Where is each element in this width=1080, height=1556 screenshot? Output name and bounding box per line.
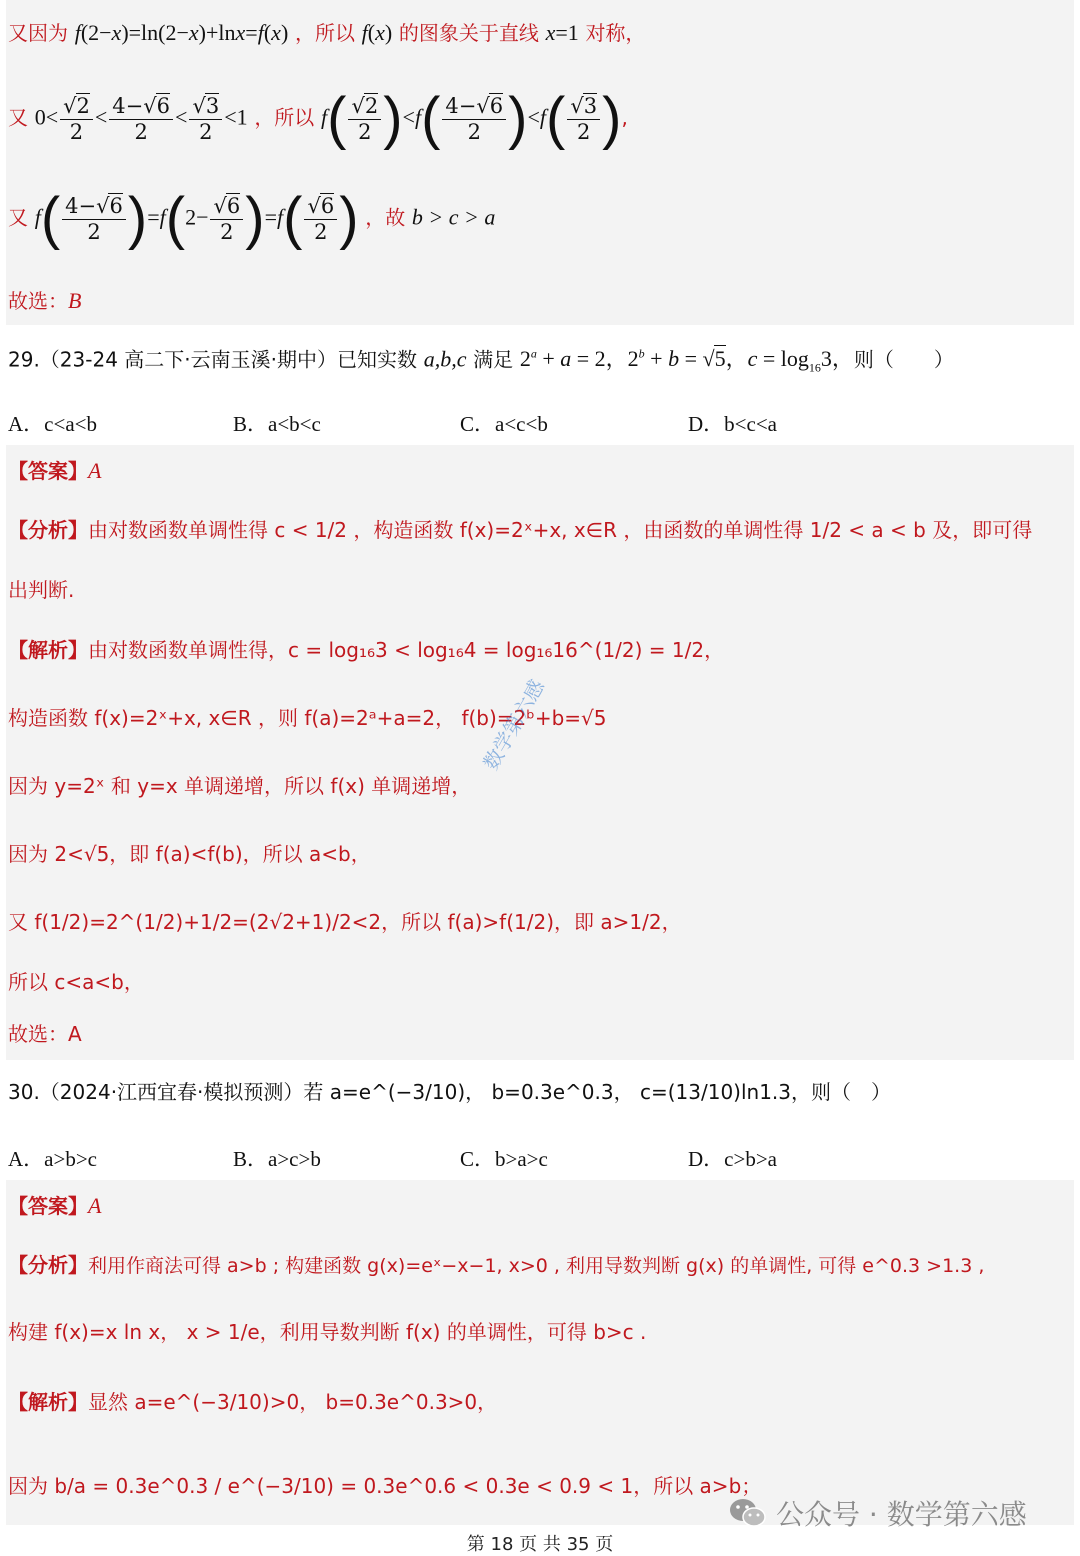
solution-29-line6: 所以 c<a<b， <box>8 970 144 994</box>
solution-block-q28 <box>6 0 1074 325</box>
solution-29-line3: 因为 y=2ˣ 和 y=x 单调递增，所以 f(x) 单调递增， <box>8 774 472 798</box>
solution-29-label: 【解析】由对数函数单调性得，c = log₁₆3 < log₁₆4 = log₁₆16^(1/2) = 1/2， <box>8 638 725 662</box>
analysis-30-line1: 【分析】利用作商法可得 a>b ; 构建函数 g(x)=eˣ−x−1, x>0 , 利用导数判断 g(x) 的单调性, 可得 e^0.3 >1.3 , <box>8 1253 985 1277</box>
choice-line-q28: 故选：B <box>8 288 82 313</box>
solution-line-symmetry: 又因为 f(2−x)=ln(2−x)+lnx=f(x) ，所以 f(x) 的图象关于直线 x=1 对称， <box>8 20 646 45</box>
brand-text: 公众号 · 数学第六感 <box>776 1498 1027 1531</box>
solution-29-line4: 因为 2<√5，即 f(a)<f(b)，所以 a<b， <box>8 842 371 866</box>
question-29-stem: 29.（23-24 高二下·云南玉溪·期中）已知实数 a,b,c 满足 $2^a + a = 2$，$2^b + b = √5$，$c = \log_{16}3$，则（ ） <box>8 346 954 375</box>
wechat-icon <box>728 1496 768 1530</box>
analysis-29-line1: 【分析】由对数函数单调性得 c < 1/2 ，构造函数 f(x)=2ˣ+x, x∈R ，由函数的单调性得 1/2 < a < b 及，即可得 <box>8 518 1033 542</box>
watermark: 数学第六感 <box>478 675 550 774</box>
option-30-a[interactable]: A．a>b>c <box>8 1147 97 1171</box>
answer-30: 【答案】A <box>8 1193 102 1218</box>
wechat-brand <box>728 1493 1027 1533</box>
question-30-stem: 30.（2024·江西宜春·模拟预测）若 a=e^(−3/10)， b=0.3e^0.3， c=(13/10)ln1.3，则（ ） <box>8 1080 892 1104</box>
option-29-b[interactable]: B．a<b<c <box>233 412 321 436</box>
solution-29-line2: 构造函数 f(x)=2ˣ+x, x∈R ，则 f(a)=2ᵃ+a=2， f(b)=2ᵇ+b=√5 <box>8 706 607 730</box>
option-30-d[interactable]: D．c>b>a <box>688 1147 777 1171</box>
option-29-d[interactable]: D．b<c<a <box>688 412 777 436</box>
solution-30-line1: 【解析】显然 a=e^(−3/10)>0， b=0.3e^0.3>0， <box>8 1390 498 1414</box>
analysis-29-line2: 出判断. <box>8 578 75 602</box>
option-29-a[interactable]: A．c<a<b <box>8 412 97 436</box>
choice-line-q29: 故选：A <box>8 1022 82 1046</box>
solution-line-inequality: 又 0< $\frac{√2}{2}$ < $\frac{4-√6}{2}$ < $\frac{√3}{2}$ <1 ，所以 f( $\frac{√2}{2}$ )<f( $\frac{4-√6}{2}$ )<f( $\frac{√3}{2}$ ), <box>8 86 628 151</box>
solution-line-equality: 又 f( $\frac{4-√6}{2}$ )=f(2− $\frac{√6}{2}$ )=f( $\frac{√6}{2}$ ) ，故 b > c > a <box>8 186 496 251</box>
option-30-c[interactable]: C．b>a>c <box>460 1147 548 1171</box>
option-30-b[interactable]: B．a>c>b <box>233 1147 321 1171</box>
analysis-30-line2: 构建 f(x)=x ln x， x > 1/e，利用导数判断 f(x) 的单调性，可得 b>c . <box>8 1320 647 1344</box>
solution-30-line2: 因为 b/a = 0.3e^0.3 / e^(−3/10) = 0.3e^0.6 < 0.3e < 0.9 < 1，所以 a>b； <box>8 1474 762 1498</box>
page-footer: 第 18 页 共 35 页 <box>466 1534 614 1555</box>
option-29-c[interactable]: C．a<c<b <box>460 412 548 436</box>
solution-29-line5: 又 f(1/2)=2^(1/2)+1/2=(2√2+1)/2<2，所以 f(a)>f(1/2)，即 a>1/2， <box>8 910 682 934</box>
answer-29: 【答案】A <box>8 458 102 483</box>
